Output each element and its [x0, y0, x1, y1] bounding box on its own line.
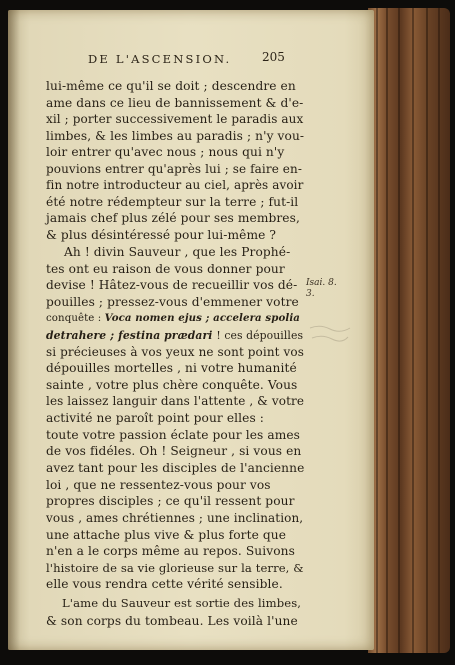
- text-line: tes ont eu raison de vous donner pour: [46, 262, 285, 276]
- text-line: propres disciples ; ce qu'il ressent pour: [46, 494, 295, 508]
- text-line: vous , ames chrétiennes ; une inclination,: [46, 511, 304, 525]
- text-line: l'histoire de sa vie glorieuse sur la terre, &: [46, 561, 304, 575]
- text-line: devise ! Hâtez-vous de recueillir vos dé-: [46, 278, 298, 292]
- text-line: & son corps du tombeau. Les voilà l'une: [46, 614, 298, 628]
- text-line: pouilles ; pressez-vous d'emmener votre: [46, 295, 299, 309]
- text-line: L'ame du Sauveur est sortie des limbes,: [62, 596, 302, 610]
- text-line: sainte , votre plus chère conquête. Vous: [46, 378, 298, 392]
- text-line: une attache plus vive & plus forte que: [46, 528, 287, 542]
- running-head: DE L'ASCENSION.: [88, 52, 232, 66]
- text-line: pouvions entrer qu'après lui ; se faire en-: [46, 162, 302, 176]
- book-page-edges: [368, 8, 450, 653]
- text-line: detrahere ; festina prædari ! ces dépouilles: [46, 329, 304, 342]
- page-gutter-shadow: [8, 10, 20, 650]
- show-through-ink: [308, 322, 352, 346]
- text-line: ame dans ce lieu de bannissement & d'e-: [46, 96, 304, 110]
- text-line: de vos fidéles. Oh ! Seigneur , si vous en: [46, 444, 302, 458]
- page-number: 205: [262, 50, 285, 64]
- margin-note-verse: 3.: [306, 289, 315, 299]
- text-line: conquête : Voca nomen ejus ; accelera spolia: [46, 312, 301, 324]
- text-line: activité ne paroît point pour elles :: [46, 411, 264, 425]
- text-line: les laissez languir dans l'attente , & votre: [46, 394, 305, 408]
- margin-note-reference: Isai. 8.: [306, 278, 337, 288]
- text-line: n'en a le corps même au repos. Suivons: [46, 544, 295, 558]
- text-line: si précieuses à vos yeux ne sont point vos: [46, 345, 304, 359]
- text-line: loi , que ne ressentez-vous pour vos: [46, 478, 271, 492]
- text-line: xil ; porter successivement le paradis aux: [46, 112, 304, 126]
- text-line: avez tant pour les disciples de l'ancienne: [46, 461, 305, 475]
- text-line: dépouilles mortelles , ni votre humanité: [46, 361, 297, 375]
- text-line: fin notre introducteur au ciel, après avoir: [46, 178, 304, 192]
- text-line: jamais chef plus zélé pour ses membres,: [46, 211, 300, 225]
- text-line: loir entrer qu'avec nous ; nous qui n'y: [46, 145, 285, 159]
- text-line: toute votre passion éclate pour les ames: [46, 428, 301, 442]
- text-line: & plus désintéressé pour lui-même ?: [46, 228, 277, 242]
- text-line: Ah ! divin Sauveur , que les Prophé-: [64, 245, 291, 259]
- text-line: été notre rédempteur sur la terre ; fut-il: [46, 195, 299, 209]
- margin-note: [306, 278, 337, 300]
- text-line: limbes, & les limbes au paradis ; n'y vou-: [46, 129, 305, 143]
- text-line: elle vous rendra cette vérité sensible.: [46, 577, 283, 591]
- text-line: lui-même ce qu'il se doit ; descendre en: [46, 79, 296, 93]
